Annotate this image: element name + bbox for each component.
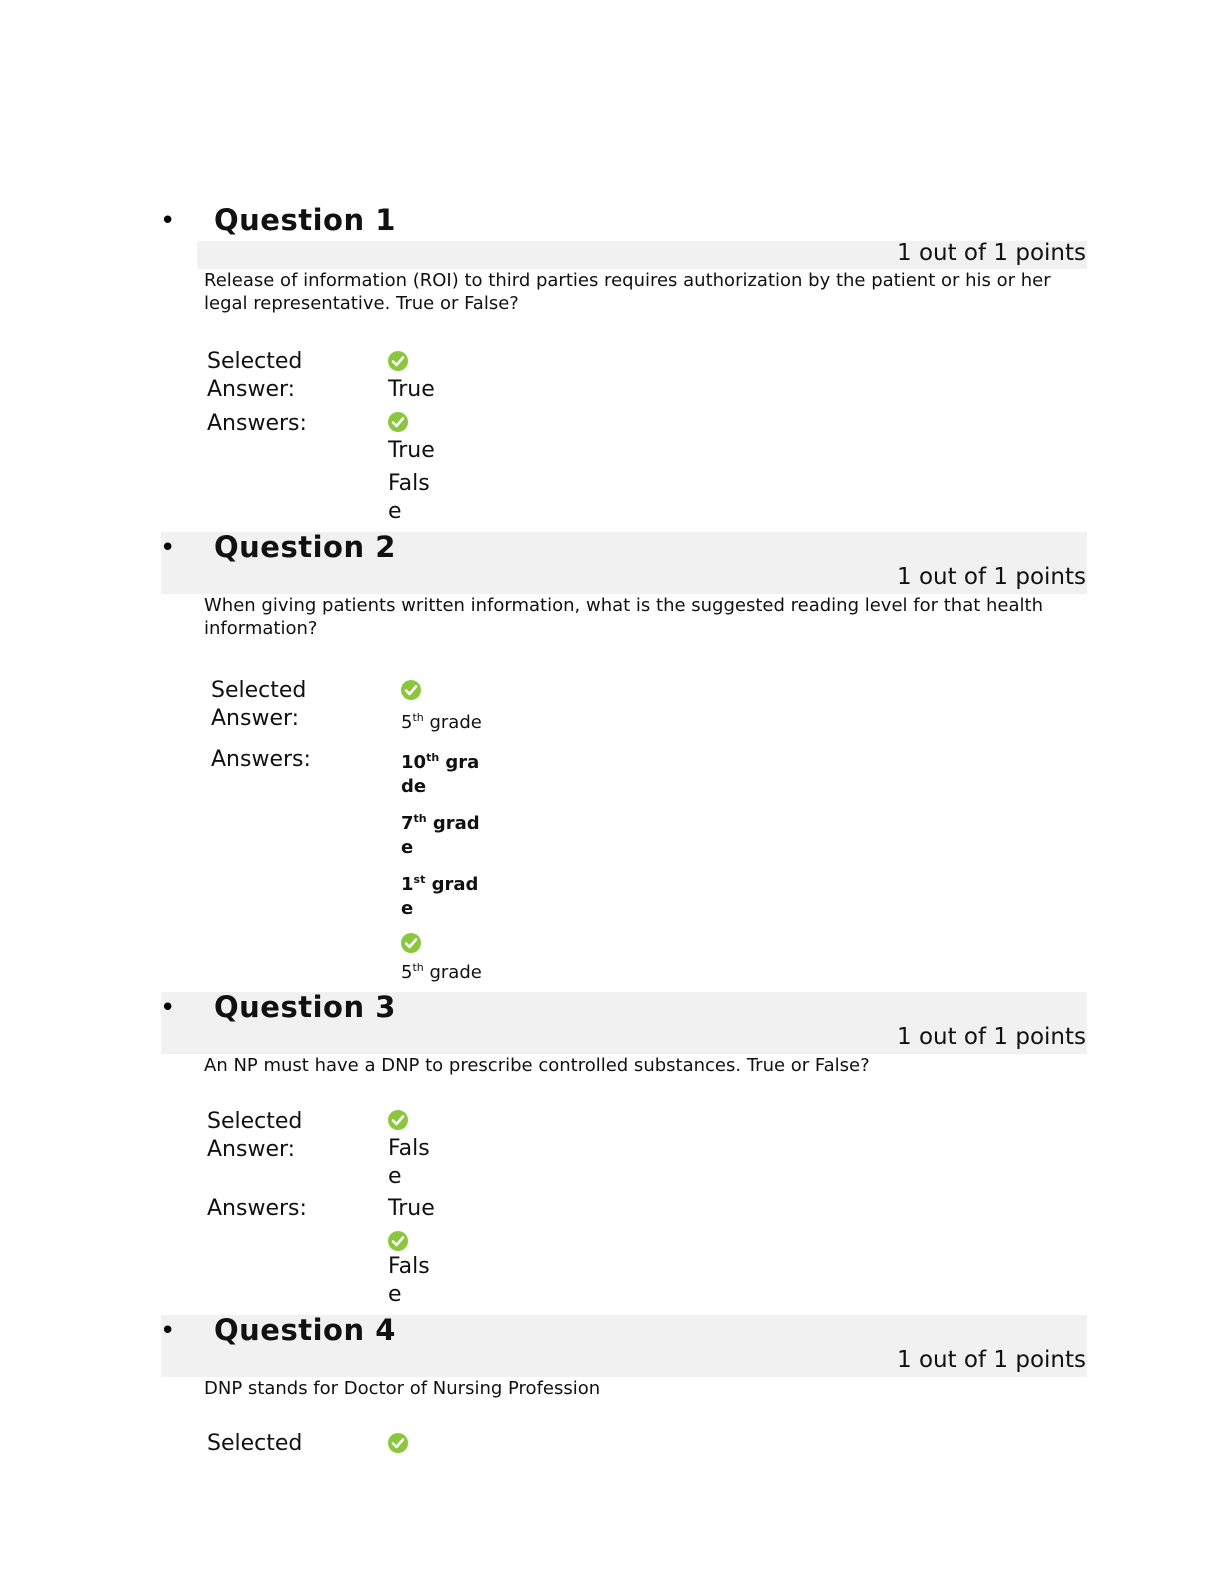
question-1-selected-label: Selected Answer: <box>207 349 303 402</box>
question-2-answer-option: 10th grade <box>401 751 480 797</box>
question-2-answers-label: Answers: <box>211 747 311 772</box>
correct-check-icon <box>401 680 421 700</box>
question-1-selected-answer: True <box>388 377 435 402</box>
question-3-title: Question 3 <box>214 990 396 1024</box>
question-4-title: Question 4 <box>214 1313 396 1347</box>
question-2-title: Question 2 <box>214 530 396 564</box>
correct-check-icon <box>401 933 421 953</box>
question-2-selected-label: Selected Answer: <box>211 678 307 731</box>
bullet: • <box>160 993 176 1023</box>
question-2-answer-option: 5th grade <box>401 961 482 983</box>
question-1-text: Release of information (ROI) to third parties requires authorization by the patient or his or her legal representative. True or False? <box>204 270 1051 314</box>
correct-check-icon <box>388 1231 408 1251</box>
correct-check-icon <box>388 412 408 432</box>
question-2-answer-option: 7th grade <box>401 812 480 858</box>
bullet: • <box>160 206 176 236</box>
bullet: • <box>160 1316 176 1346</box>
question-3-answer-option: False <box>388 1254 430 1307</box>
correct-check-icon <box>388 351 408 371</box>
question-3-selected-answer: False <box>388 1136 430 1189</box>
correct-check-icon <box>388 1110 408 1130</box>
question-4-points: 1 out of 1 points <box>897 1347 1086 1373</box>
question-1-answer-option: False <box>388 471 430 524</box>
question-2-text: When giving patients written information, what is the suggested reading level for that health information? <box>204 595 1043 639</box>
question-3-points: 1 out of 1 points <box>897 1024 1086 1050</box>
question-3-answer-option: True <box>388 1196 435 1221</box>
bullet: • <box>160 533 176 563</box>
question-3-selected-label: Selected Answer: <box>207 1109 303 1162</box>
question-2-selected-answer: 5th grade <box>401 711 482 733</box>
question-1-answer-option: True <box>388 438 435 463</box>
question-1-points: 1 out of 1 points <box>897 240 1086 266</box>
question-2-points: 1 out of 1 points <box>897 564 1086 590</box>
question-4-text: DNP stands for Doctor of Nursing Profession <box>204 1378 601 1399</box>
correct-check-icon <box>388 1433 408 1453</box>
question-1-title: Question 1 <box>214 203 396 237</box>
question-1-answers-label: Answers: <box>207 411 307 436</box>
question-4-selected-label: Selected <box>207 1431 303 1456</box>
question-3-answers-label: Answers: <box>207 1196 307 1221</box>
question-2-answer-option: 1st grade <box>401 873 479 919</box>
question-3-text: An NP must have a DNP to prescribe controlled substances. True or False? <box>204 1055 870 1076</box>
